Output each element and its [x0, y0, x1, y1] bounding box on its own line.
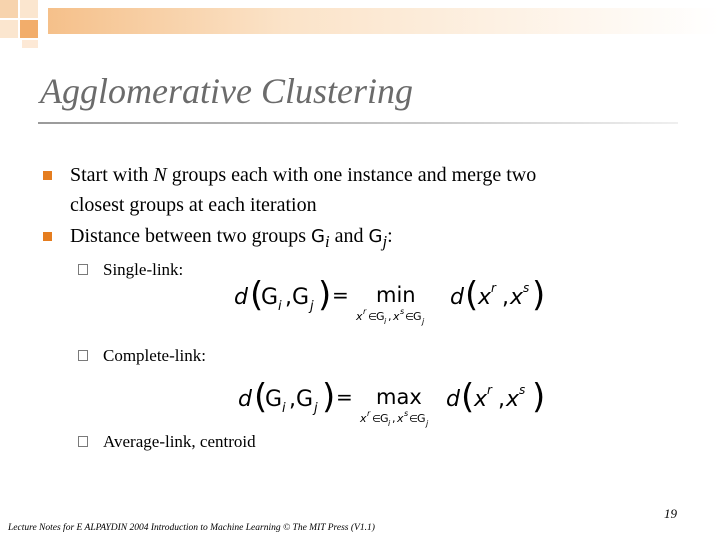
svg-text:i: i	[384, 317, 387, 326]
min-operator: min	[376, 283, 416, 307]
svg-text:x: x	[474, 387, 488, 412]
svg-text:(: (	[465, 275, 479, 315]
title-underline	[38, 122, 678, 124]
svg-text:i: i	[388, 419, 391, 428]
svg-text:d: d	[446, 387, 460, 412]
svg-text:j: j	[426, 419, 429, 428]
equals: =	[332, 283, 349, 307]
bullet-marker	[43, 171, 52, 180]
distance-d: d	[234, 285, 248, 310]
group-symbol: G	[311, 226, 325, 247]
bullet-start-with-n-groups	[70, 160, 670, 220]
svg-text:r: r	[363, 307, 367, 316]
sub-item-single-link	[103, 258, 183, 282]
checkbox-bullet-icon	[78, 350, 88, 361]
svg-text:x: x	[510, 285, 524, 310]
paren-close: )	[318, 275, 332, 315]
svg-text:r: r	[367, 409, 371, 418]
svg-text:s: s	[404, 409, 409, 418]
slide-title: Agglomerative Clustering	[40, 71, 413, 111]
svg-text:∈: ∈	[372, 414, 381, 425]
svg-text:): )	[532, 275, 546, 315]
svg-text:x: x	[478, 285, 492, 310]
svg-text:,: ,	[285, 285, 292, 310]
svg-text:x: x	[393, 310, 400, 323]
svg-text:x: x	[506, 387, 520, 412]
bullet-text-line2: closest groups at each iteration	[70, 194, 317, 216]
bullet-text: Distance between two groups	[70, 225, 312, 247]
sub-item-label: Complete-link:	[103, 346, 206, 365]
group-g-i: G	[261, 285, 279, 310]
svg-text:s: s	[400, 307, 405, 316]
svg-text:d: d	[450, 285, 464, 310]
svg-text:,: ,	[388, 310, 392, 323]
index-i: i	[325, 232, 330, 251]
header-decoration	[0, 0, 720, 48]
sub-item-label: Single-link:	[103, 260, 184, 279]
svg-text:i: i	[282, 401, 286, 416]
svg-text:x: x	[356, 310, 363, 323]
group-symbol: G	[368, 226, 383, 247]
svg-text:x: x	[397, 412, 404, 425]
complete-link-formula	[232, 374, 562, 434]
svg-text:r: r	[491, 281, 496, 295]
svg-text:,: ,	[289, 387, 296, 412]
svg-text:j: j	[314, 401, 318, 416]
svg-text:,: ,	[392, 412, 396, 425]
svg-text:j: j	[310, 299, 314, 314]
bullet-text: groups each with one instance and merge two	[166, 164, 537, 186]
svg-text:s: s	[519, 383, 526, 397]
sub-item-label: Average-link, centroid	[103, 432, 256, 451]
svg-text:∈: ∈	[405, 312, 414, 323]
bullet-distance-between-groups	[70, 221, 670, 257]
svg-text:,: ,	[502, 285, 509, 310]
checkbox-bullet-icon	[78, 436, 88, 447]
bullet-marker	[43, 232, 52, 241]
bullet-text: Start with	[70, 164, 154, 186]
single-link-formula	[228, 272, 558, 332]
svg-text:r: r	[487, 383, 492, 397]
svg-text:=: =	[336, 385, 353, 409]
svg-text:,: ,	[498, 387, 505, 412]
footer-credit: Lecture Notes for E ALPAYDIN 2004 Introduction to Machine Learning © The MIT Press (V1.1)	[8, 523, 375, 533]
paren-open: (	[250, 275, 264, 315]
sub-item-complete-link	[103, 344, 206, 368]
svg-text:G: G	[376, 310, 385, 323]
group-g-j: G	[292, 285, 310, 310]
svg-text:G: G	[296, 387, 314, 412]
svg-text:s: s	[523, 281, 530, 295]
svg-text:d: d	[238, 387, 252, 412]
bullet-var-n: N	[153, 164, 167, 186]
svg-text:G: G	[417, 412, 426, 425]
svg-text:G: G	[265, 387, 283, 412]
svg-text:G: G	[380, 412, 389, 425]
svg-text:(: (	[461, 377, 475, 417]
index-j: j	[382, 232, 388, 251]
max-operator: max	[376, 385, 422, 409]
page-number: 19	[664, 506, 677, 521]
svg-text:): )	[322, 377, 336, 417]
svg-text:G: G	[413, 310, 422, 323]
checkbox-bullet-icon	[78, 264, 88, 275]
svg-text:∈: ∈	[368, 312, 377, 323]
svg-text:∈: ∈	[409, 414, 418, 425]
bullet-text: :	[387, 225, 393, 247]
svg-text:i: i	[278, 299, 282, 314]
svg-text:): )	[532, 377, 546, 417]
bullet-text: and	[329, 225, 369, 247]
svg-text:x: x	[360, 412, 367, 425]
svg-text:(: (	[254, 377, 268, 417]
svg-text:j: j	[422, 317, 425, 326]
